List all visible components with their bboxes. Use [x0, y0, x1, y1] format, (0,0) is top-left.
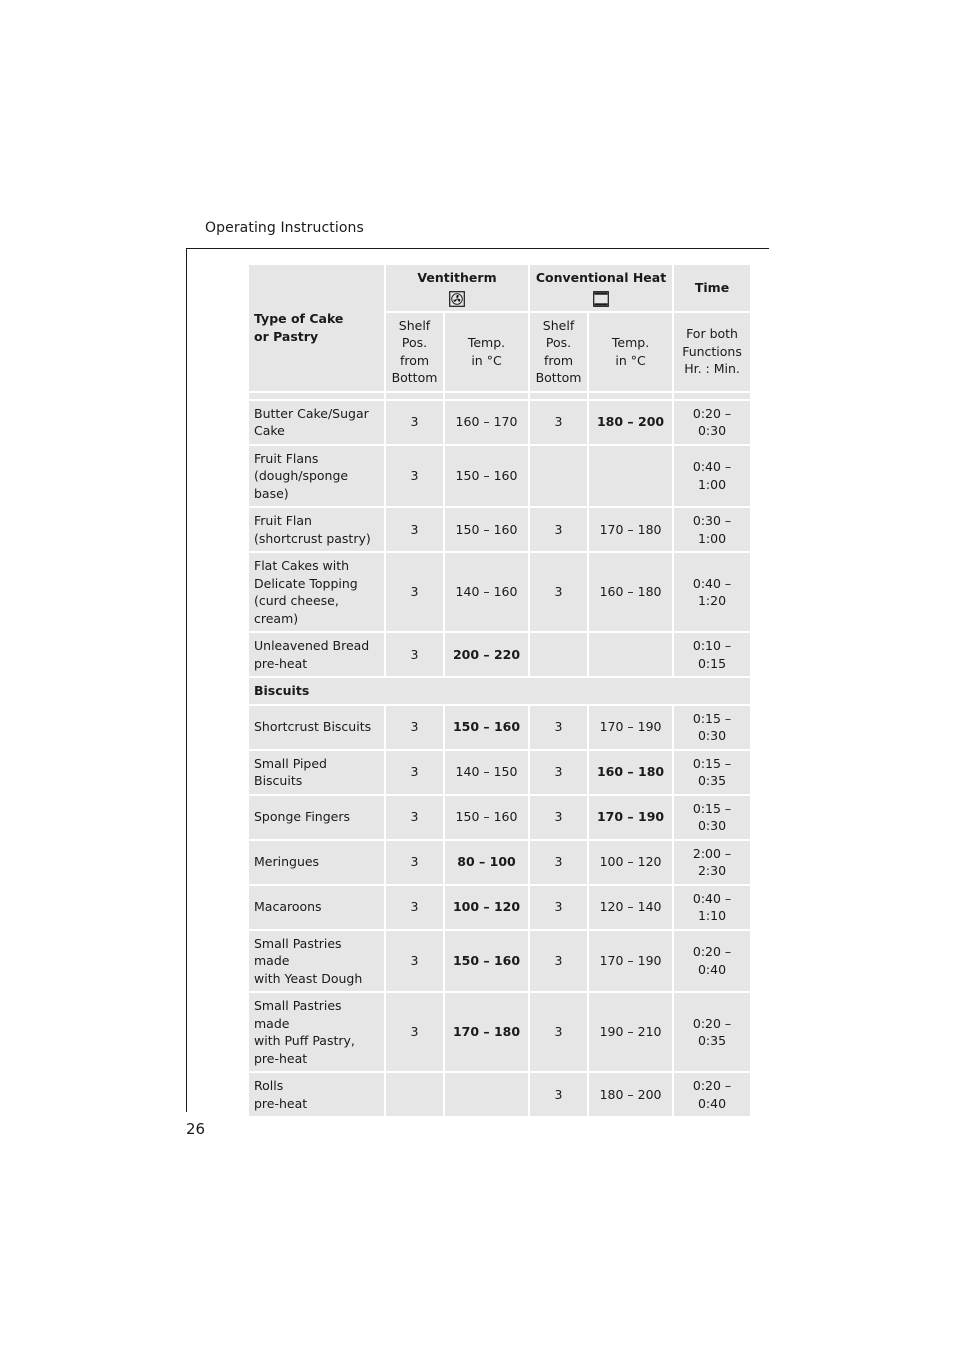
section-row	[249, 678, 750, 706]
table-row	[249, 886, 750, 931]
conventional-temp	[589, 446, 674, 509]
cake-name: Shortcrust Biscuits	[249, 706, 386, 751]
conventional-shelf: 3	[530, 553, 589, 633]
cake-name: Flat Cakes with Delicate Topping (curd cheese, cream)	[249, 553, 386, 633]
conventional-shelf: 3	[530, 886, 589, 931]
cake-name: Fruit Flans (dough/sponge base)	[249, 446, 386, 509]
header-cake-type	[249, 265, 386, 393]
header-time	[674, 265, 750, 313]
conventional-shelf	[530, 633, 589, 678]
header-ventitherm	[386, 265, 530, 313]
time-range: 0:15 – 0:35	[674, 751, 750, 796]
ventitherm-shelf	[386, 1073, 445, 1118]
table-row	[249, 633, 750, 678]
cake-name: Butter Cake/Sugar Cake	[249, 401, 386, 446]
header-v-shelf-label: Shelf Pos. from Bottom	[391, 317, 438, 385]
ventitherm-shelf: 3	[386, 508, 445, 553]
ventitherm-shelf: 3	[386, 553, 445, 633]
table-row	[249, 931, 750, 994]
time-range: 0:40 – 1:20	[674, 553, 750, 633]
ventitherm-shelf: 3	[386, 886, 445, 931]
cake-name: Macaroons	[249, 886, 386, 931]
table-row	[249, 796, 750, 841]
conventional-shelf: 3	[530, 751, 589, 796]
conventional-shelf: 3	[530, 931, 589, 994]
cake-name: Unleavened Bread pre-heat	[249, 633, 386, 678]
conventional-temp: 100 – 120	[589, 841, 674, 886]
conventional-shelf: 3	[530, 796, 589, 841]
conventional-temp: 170 – 180	[589, 508, 674, 553]
conventional-shelf: 3	[530, 401, 589, 446]
time-range: 0:20 – 0:35	[674, 993, 750, 1073]
cake-name: Small Pastries made with Puff Pastry, pre-heat	[249, 993, 386, 1073]
ventitherm-temp: 150 – 160	[445, 706, 530, 751]
page-header: Operating Instructions	[205, 220, 364, 236]
ventitherm-temp: 150 – 160	[445, 796, 530, 841]
conventional-shelf	[530, 446, 589, 509]
ventitherm-shelf: 3	[386, 751, 445, 796]
time-range: 0:40 – 1:10	[674, 886, 750, 931]
header-v-temp	[445, 313, 530, 393]
ventitherm-shelf: 3	[386, 993, 445, 1073]
conventional-temp: 160 – 180	[589, 553, 674, 633]
time-range: 0:20 – 0:40	[674, 931, 750, 994]
conventional-temp: 190 – 210	[589, 993, 674, 1073]
conventional-temp: 120 – 140	[589, 886, 674, 931]
conventional-heat-icon	[593, 291, 609, 307]
ventitherm-shelf: 3	[386, 931, 445, 994]
conventional-temp: 170 – 190	[589, 706, 674, 751]
table-row	[249, 1073, 750, 1118]
time-range: 0:15 – 0:30	[674, 796, 750, 841]
header-c-shelf-label: Shelf Pos. from Bottom	[535, 317, 582, 385]
ventitherm-shelf: 3	[386, 706, 445, 751]
conventional-shelf: 3	[530, 841, 589, 886]
time-range: 0:20 – 0:40	[674, 1073, 750, 1118]
time-range: 0:40 – 1:00	[674, 446, 750, 509]
header-rule	[186, 248, 769, 249]
header-c-temp-label: Temp. in °C	[611, 335, 650, 368]
conventional-temp: 160 – 180	[589, 751, 674, 796]
conventional-temp	[589, 633, 674, 678]
header-c-shelf	[530, 313, 589, 393]
cake-name: Sponge Fingers	[249, 796, 386, 841]
header-time-label: Time	[694, 280, 730, 295]
time-range: 0:20 – 0:30	[674, 401, 750, 446]
ventitherm-temp: 200 – 220	[445, 633, 530, 678]
conventional-temp: 180 – 200	[589, 1073, 674, 1118]
ventitherm-shelf: 3	[386, 633, 445, 678]
table-row	[249, 993, 750, 1073]
section-biscuits: Biscuits	[249, 678, 750, 706]
ventitherm-shelf: 3	[386, 446, 445, 509]
baking-table	[249, 265, 750, 1118]
ventitherm-temp: 170 – 180	[445, 993, 530, 1073]
header-conventional	[530, 265, 674, 313]
header-gap	[249, 393, 750, 401]
cake-name: Small Piped Biscuits	[249, 751, 386, 796]
table-row	[249, 446, 750, 509]
ventitherm-shelf: 3	[386, 401, 445, 446]
header-v-temp-label: Temp. in °C	[467, 335, 506, 368]
header-ventitherm-label: Ventitherm	[417, 270, 497, 285]
conventional-temp: 180 – 200	[589, 401, 674, 446]
ventitherm-shelf: 3	[386, 841, 445, 886]
cake-name: Meringues	[249, 841, 386, 886]
ventitherm-temp: 100 – 120	[445, 886, 530, 931]
table-row	[249, 751, 750, 796]
cake-name: Rolls pre-heat	[249, 1073, 386, 1118]
ventitherm-temp	[445, 1073, 530, 1118]
ventitherm-temp: 140 – 150	[445, 751, 530, 796]
header-time-sub	[674, 313, 750, 393]
cake-name: Fruit Flan (shortcrust pastry)	[249, 508, 386, 553]
ventitherm-temp: 150 – 160	[445, 508, 530, 553]
header-c-temp	[589, 313, 674, 393]
time-range: 0:15 – 0:30	[674, 706, 750, 751]
table-row	[249, 553, 750, 633]
table-row	[249, 706, 750, 751]
ventitherm-temp: 150 – 160	[445, 931, 530, 994]
conventional-shelf: 3	[530, 706, 589, 751]
ventitherm-shelf: 3	[386, 796, 445, 841]
conventional-shelf: 3	[530, 508, 589, 553]
table-row	[249, 841, 750, 886]
conventional-shelf: 3	[530, 993, 589, 1073]
ventitherm-temp: 150 – 160	[445, 446, 530, 509]
conventional-temp: 170 – 190	[589, 796, 674, 841]
page-number: 26	[186, 1120, 206, 1138]
table-row	[249, 508, 750, 553]
time-range: 2:00 – 2:30	[674, 841, 750, 886]
time-range: 0:10 – 0:15	[674, 633, 750, 678]
header-conventional-label: Conventional Heat	[535, 270, 667, 285]
fan-oven-icon	[449, 291, 465, 307]
header-time-sub-label: For both Functions Hr. : Min.	[682, 326, 742, 377]
header-v-shelf	[386, 313, 445, 393]
time-range: 0:30 – 1:00	[674, 508, 750, 553]
table-row	[249, 401, 750, 446]
cake-name: Small Pastries made with Yeast Dough	[249, 931, 386, 994]
ventitherm-temp: 80 – 100	[445, 841, 530, 886]
ventitherm-temp: 160 – 170	[445, 401, 530, 446]
conventional-temp: 170 – 190	[589, 931, 674, 994]
ventitherm-temp: 140 – 160	[445, 553, 530, 633]
header-cake-type-label: Type of Cake or Pastry	[254, 311, 344, 344]
conventional-shelf: 3	[530, 1073, 589, 1118]
margin-rule	[186, 248, 187, 1112]
